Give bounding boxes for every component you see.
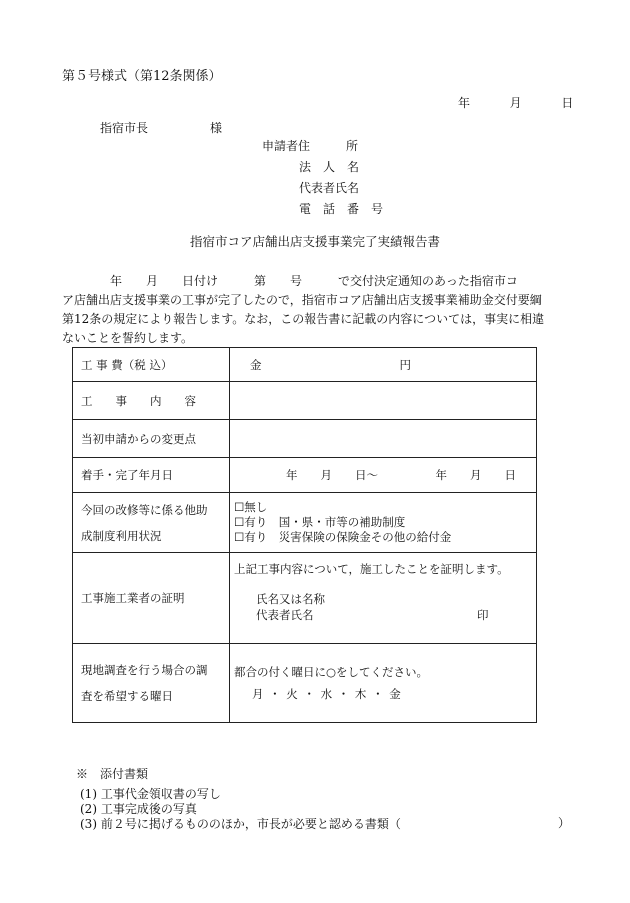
body-line: 年 月 日付け 第 号 で交付決定通知のあった指宿市コ [62, 274, 518, 288]
period-label: 着手・完了年月日 [73, 458, 230, 493]
attachment-item: (2) 工事完成後の写真 [80, 802, 197, 816]
content-field[interactable] [230, 382, 537, 420]
subsidy-label [73, 493, 230, 553]
cost-field[interactable] [230, 348, 537, 382]
applicant-corp-label: 法 人 名 [299, 160, 360, 174]
date-day-label: 日 [561, 96, 574, 110]
applicant-rep-label: 代表者氏名 [299, 181, 360, 195]
changes-label: 当初申請からの変更点 [73, 420, 230, 458]
attachments-title: ※ 添付書類 [76, 767, 149, 781]
contractor-name-label: 氏名又は名称 [256, 592, 325, 606]
contractor-label: 工事施工業者の証明 [73, 553, 230, 644]
applicant-phone-label: 電 話 番 号 [299, 202, 384, 216]
table-row [73, 493, 537, 553]
addressee-honorific: 様 [210, 121, 223, 135]
body-line: ないことを誓約します。 [62, 331, 194, 345]
contractor-statement: 上記工事内容について，施工したことを証明します。 [234, 562, 509, 576]
body-line: ア店舗出店支援事業の工事が完了したので，指宿市コア店舗出店支援事業補助金交付要綱 [62, 293, 542, 307]
subsidy-option-public[interactable]: ☐有り 国・県・市等の補助制度 [234, 515, 406, 529]
attachment-item: (3) 前２号に掲げるもののほか，市長が必要と認める書類（ [80, 817, 401, 831]
table-row [73, 644, 537, 723]
body-line: 第12条の規定により報告します。なお，この報告書に記載の内容については，事実に相違 [62, 312, 545, 326]
contractor-rep-label: 代表者氏名 [256, 608, 314, 622]
addressee [100, 122, 222, 134]
addressee-name: 指宿市長 [100, 121, 149, 135]
changes-field[interactable] [230, 420, 537, 458]
report-table [72, 347, 537, 723]
period-field[interactable] [230, 458, 537, 493]
survey-instruction: 都合の付く曜日に○をしてください。 [234, 665, 429, 679]
subsidy-option-none[interactable]: ☐無し [234, 500, 268, 514]
cost-value: 金 円 [250, 357, 411, 372]
table-row [73, 348, 537, 382]
subsidy-options [230, 493, 537, 553]
attachment-item: (1) 工事代金領収書の写し [80, 787, 221, 801]
table-row [73, 382, 537, 420]
seal-mark: 印 [477, 608, 489, 622]
survey-label-line: 現地調査を行う場合の調 [81, 663, 208, 677]
subsidy-label-line: 成制度利用状況 [81, 528, 162, 543]
content-label: 工 事 内 容 [73, 382, 230, 420]
form-number: 第５号様式（第12条関係） [62, 69, 222, 84]
contractor-names [234, 591, 528, 623]
applicant-address-label: 申請者住 所 [262, 139, 359, 153]
date-line [458, 97, 573, 109]
date-year-label: 年 [458, 96, 471, 110]
survey-label-line: 査を希望する曜日 [81, 689, 173, 703]
applicant-block [262, 140, 383, 224]
table-row [73, 458, 537, 493]
subsidy-option-insurance[interactable]: ☐有り 災害保険の保険金その他の給付金 [234, 530, 452, 544]
survey-field[interactable] [230, 644, 537, 723]
subsidy-label-line: 今回の改修等に係る他助 [81, 502, 208, 517]
body-text [62, 272, 552, 348]
survey-days[interactable]: 月 ・ 火 ・ 水 ・ 木 ・ 金 [252, 687, 402, 701]
table-row [73, 553, 537, 644]
table-row [73, 420, 537, 458]
cost-label: 工 事 費（税 込） [73, 348, 230, 382]
attachment-close-paren: ） [558, 816, 571, 830]
attachments-list [80, 787, 401, 832]
date-month-label: 月 [509, 96, 522, 110]
contractor-field[interactable] [230, 553, 537, 644]
survey-label [73, 644, 230, 723]
period-value: 年 月 日～ 年 月 日 [286, 468, 516, 482]
document-title: 指宿市コア店舗出店支援事業完了実績報告書 [189, 234, 440, 249]
